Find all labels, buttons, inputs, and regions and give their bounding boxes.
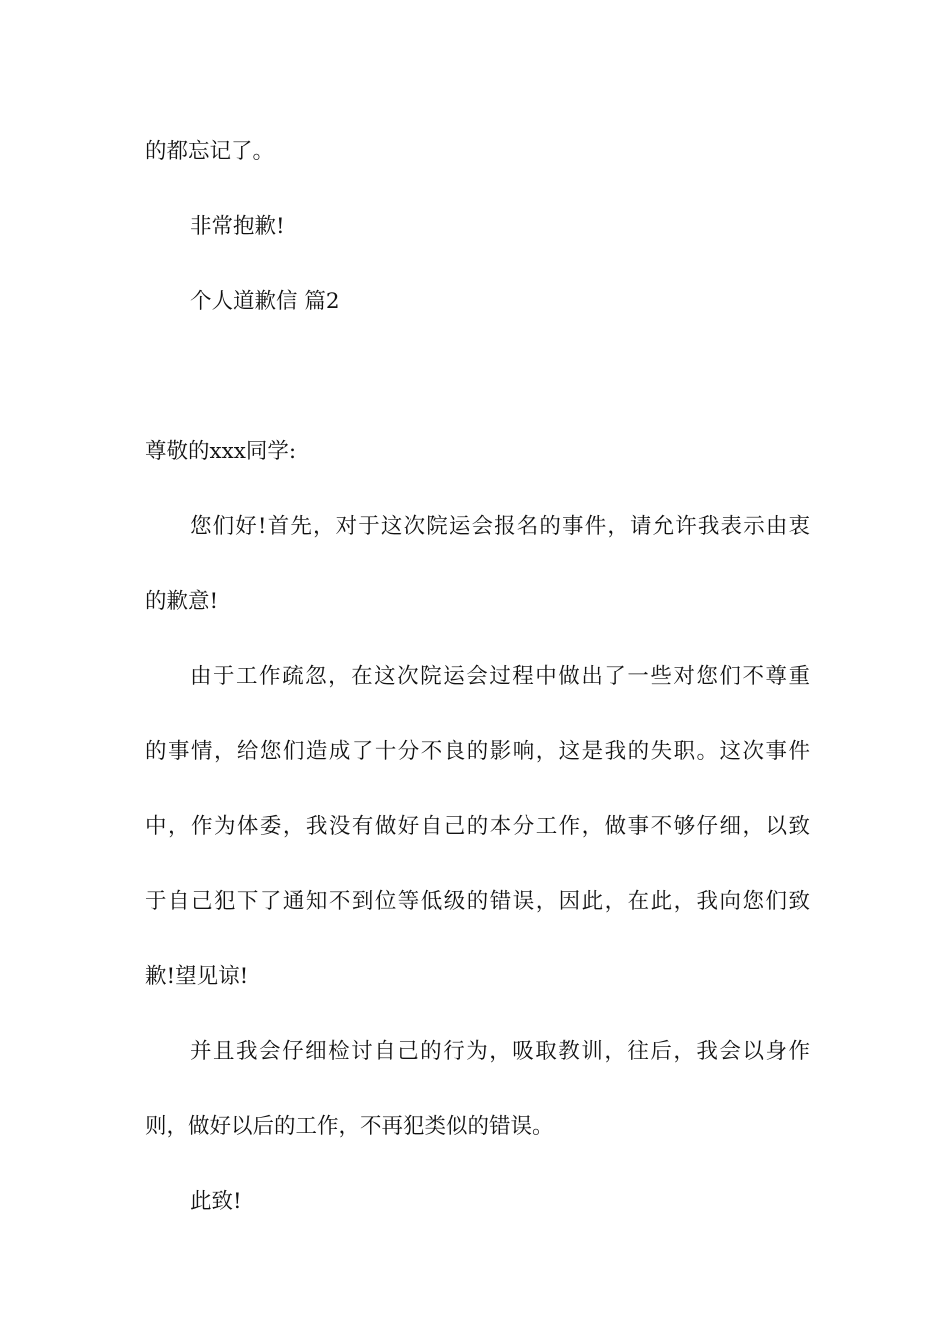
section-heading: 个人道歉信 篇2 xyxy=(190,289,340,314)
paragraph-line: 则，做好以后的工作，不再犯类似的错误。 xyxy=(145,1114,554,1139)
closing-line: 此致! xyxy=(190,1189,242,1214)
paragraph-line: 歉!望见谅! xyxy=(145,964,249,989)
salutation: 尊敬的xxx同学: xyxy=(145,439,297,464)
paragraph-line: 的事情，给您们造成了十分不良的影响，这是我的失职。这次事件 xyxy=(145,739,810,764)
paragraph-line: 您们好!首先，对于这次院运会报名的事件，请允许我表示由衷 xyxy=(190,514,810,539)
paragraph-line: 并且我会仔细检讨自己的行为，吸取教训，往后，我会以身作 xyxy=(190,1039,810,1064)
paragraph-line: 由于工作疏忽，在这次院运会过程中做出了一些对您们不尊重 xyxy=(190,664,810,689)
paragraph-line: 中，作为体委，我没有做好自己的本分工作，做事不够仔细，以致 xyxy=(145,814,810,839)
text-line: 非常抱歉! xyxy=(190,214,285,239)
paragraph-line: 于自己犯下了通知不到位等低级的错误，因此，在此，我向您们致 xyxy=(145,889,810,914)
paragraph-line: 的歉意! xyxy=(145,589,219,614)
text-line: 的都忘记了。 xyxy=(145,139,275,164)
